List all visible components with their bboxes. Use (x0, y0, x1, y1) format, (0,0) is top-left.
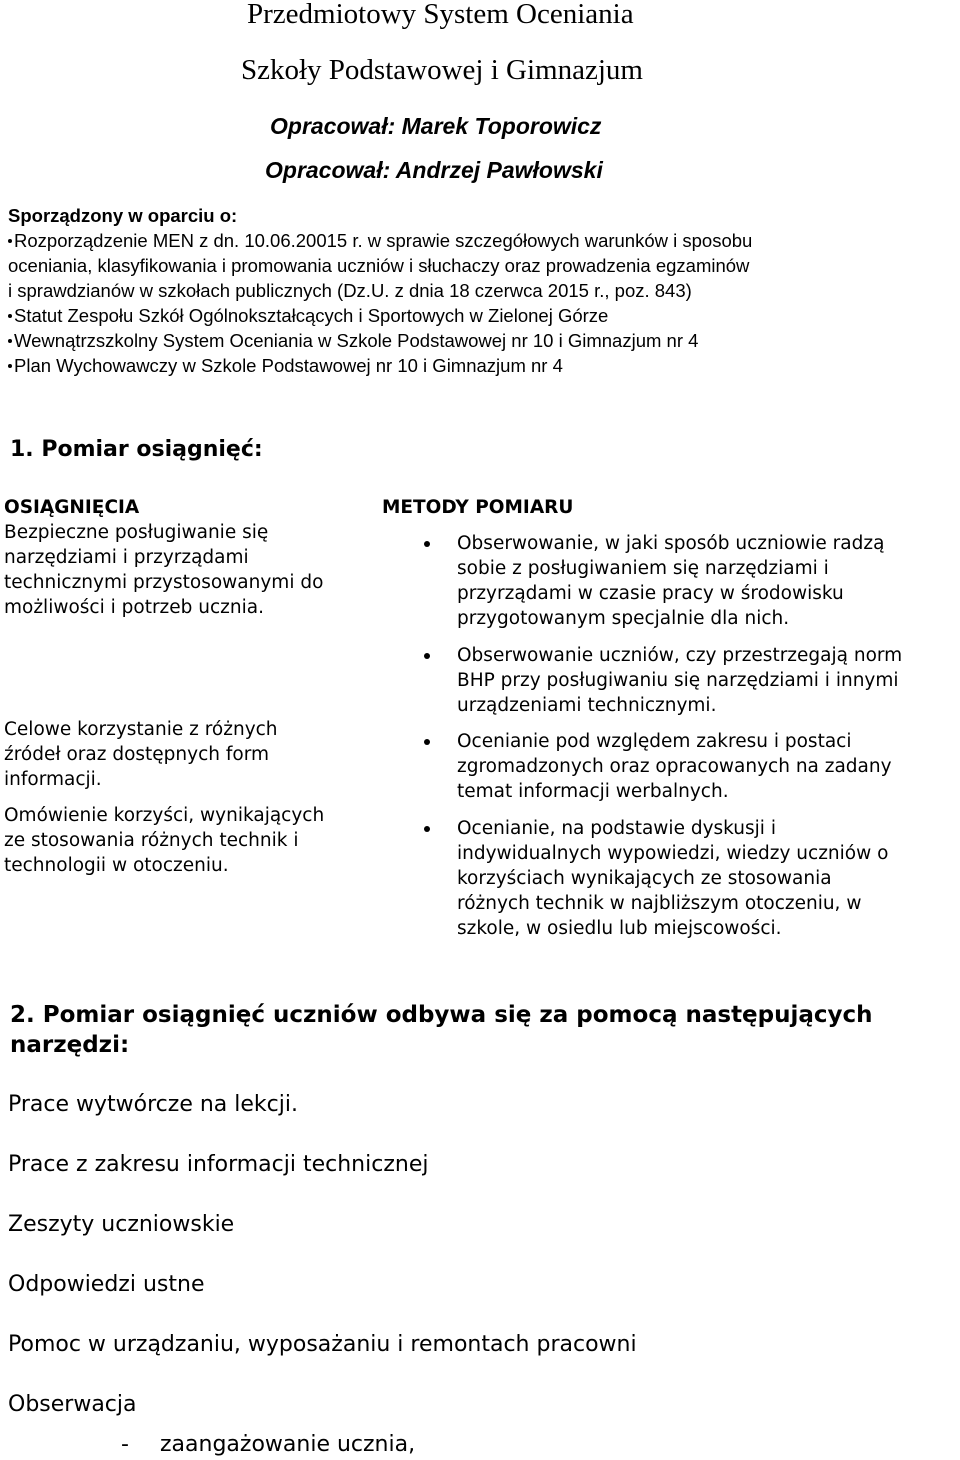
source-item-1-line-3: i sprawdzianów w szkołach publicznych (Dz.U. z dnia 18 czerwca 2015 r., poz. 843) (8, 280, 692, 301)
source-item-1-line-2: oceniania, klasyfikowania i promowania uczniów i słuchaczy oraz prowadzenia egzaminów (8, 255, 750, 276)
bullet-icon (8, 239, 12, 243)
sources-heading: Sporządzony w oparciu o: (8, 205, 238, 226)
tool-item-4: Odpowiedzi ustne (8, 1272, 205, 1297)
source-item-4: Plan Wychowawczy w Szkole Podstawowej nr 10 i Gimnazjum nr 4 (8, 353, 563, 378)
bullet-icon (424, 653, 430, 659)
bullet-icon (8, 339, 12, 343)
method-item-4: Ocenianie, na podstawie dyskusji i indywidualnych wypowiedzi, wiedzy uczniów o korzyściach wynikających ze stosowania różnych technik w najbliższym otoczeniu, w szkole, w osiedlu lub miejscowości. (457, 818, 889, 939)
bullet-icon (424, 739, 430, 745)
method-item-2: Obserwowanie uczniów, czy przestrzegają norm BHP przy posługiwaniu się narzędziami i innymi urządzeniami technicznymi. (457, 645, 903, 716)
sub-item-marker: - (121, 1432, 129, 1457)
document-title-line-1: Przedmiotowy System Oceniania (247, 0, 634, 30)
bullet-icon (424, 826, 430, 832)
section-2-heading: 2. Pomiar osiągnięć uczniów odbywa się za pomocą następujących narzędzi: (10, 1002, 873, 1058)
author-1: Opracował: Marek Toporowicz (270, 113, 602, 139)
section-1-heading: 1. Pomiar osiągnięć: (10, 437, 263, 462)
tool-item-6: Obserwacja (8, 1392, 137, 1417)
source-item-1-line-1: Rozporządzenie MEN z dn. 10.06.20015 r. w sprawie szczegółowych warunków i sposobu (8, 228, 752, 253)
tool-item-1: Prace wytwórcze na lekcji. (8, 1092, 298, 1117)
bullet-icon (8, 364, 12, 368)
source-item-3: Wewnątrzszkolny System Oceniania w Szkole Podstawowej nr 10 i Gimnazjum nr 4 (8, 328, 698, 353)
achievement-item-2: Celowe korzystanie z różnych źródeł oraz dostępnych form informacji. (4, 719, 278, 790)
bullet-icon (424, 541, 430, 547)
method-item-3: Ocenianie pod względem zakresu i postaci zgromadzonych oraz opracowanych na zadany temat informacji werbalnych. (457, 731, 892, 802)
author-2: Opracował: Andrzej Pawłowski (265, 157, 603, 183)
bullet-icon (8, 314, 12, 318)
sub-item: zaangażowanie ucznia, (160, 1432, 416, 1457)
document-title-line-2: Szkoły Podstawowej i Gimnazjum (241, 54, 643, 86)
methods-header: METODY POMIARU (382, 497, 574, 518)
achievement-item-3: Omówienie korzyści, wynikających ze stosowania różnych technik i technologii w otoczeniu. (4, 805, 325, 876)
tool-item-3: Zeszyty uczniowskie (8, 1212, 235, 1237)
method-item-1: Obserwowanie, w jaki sposób uczniowie radzą sobie z posługiwaniem się narzędziami i przyrządami w czasie pracy w środowisku przygotowanym specjalnie dla nich. (457, 533, 885, 629)
tool-item-5: Pomoc w urządzaniu, wyposażaniu i remontach pracowni (8, 1332, 637, 1357)
achievements-header: OSIĄGNIĘCIA (4, 497, 140, 518)
achievement-item-1: Bezpieczne posługiwanie się narzędziami i przyrządami technicznymi przystosowanymi do możliwości i potrzeb ucznia. (4, 522, 324, 618)
tool-item-2: Prace z zakresu informacji technicznej (8, 1152, 429, 1177)
source-item-2: Statut Zespołu Szkół Ogólnokształcących i Sportowych w Zielonej Górze (8, 303, 608, 328)
